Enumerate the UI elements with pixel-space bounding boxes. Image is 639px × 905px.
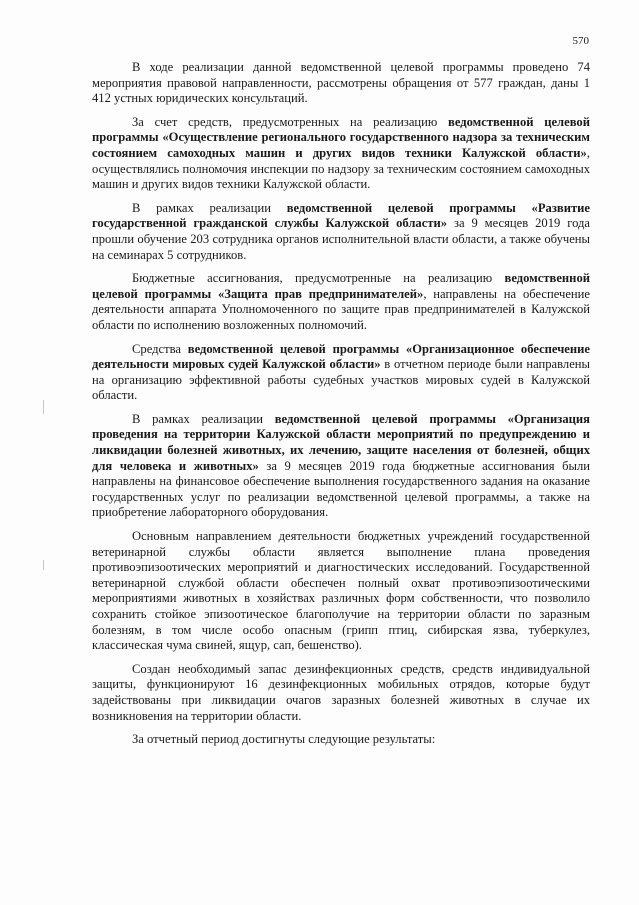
program-name-bold: ведомственной целевой программы «Развитие государственной гражданской службы Калужской области» bbox=[92, 200, 590, 231]
paragraph bbox=[92, 662, 590, 724]
paragraph-text: , направлены на обеспечение деятельности аппарата Уполномоченного по защите прав предпринимателей в Калужской области по исполнению возложенных полномочий. bbox=[92, 286, 590, 332]
paragraph bbox=[92, 412, 590, 521]
paragraph-text: За счет средств, предусмотренных на реализацию bbox=[132, 114, 449, 129]
paragraph bbox=[92, 271, 590, 333]
scan-margin-mark bbox=[43, 560, 44, 570]
document-body bbox=[92, 60, 590, 756]
paragraph-text: Основным направлением деятельности бюджетных учреждений государственной ветеринарной службы области является выполнение плана проведения противоэпизоотических мероприятий и диагностических исследований. Государственной ветеринарной службой области обеспечен полный охват противоэпизоотическими мероприятиями животных в хозяйствах различных форм собственности, что позволило сохранить стойкое эпизоотическое благополучие на территории области по заразным болезням, в том числе особо опасным (грипп птиц, сибирская язва, туберкулез, классическая чума свиней, ящур, сап, бешенство). bbox=[92, 529, 590, 653]
program-name-bold: ведомственной целевой программы «Организация проведения на территории Калужской области мероприятий по предупреждению и ликвидации болезней животных, их лечению, защите населения от болезней, общих для человека и животных» bbox=[92, 411, 590, 473]
paragraph-text: , осуществлялись полномочия инспекции по надзору за техническим состоянием самоходных машин и других видов техники Калужской области. bbox=[92, 145, 590, 192]
paragraph bbox=[92, 115, 590, 193]
paragraph bbox=[92, 201, 590, 263]
paragraph-text: В рамках реализации bbox=[132, 200, 287, 215]
paragraph bbox=[92, 732, 590, 748]
program-name-bold: ведомственной целевой программы «Осуществление регионального государственного надзора за техническим состоянием самоходных машин и других видов техники Калужской области» bbox=[92, 114, 590, 160]
paragraph-text: за 9 месяцев 2019 года бюджетные ассигнования были направлены на финансовое обеспечение выполнения государственного задания на оказание государственных услуг по реализации ведомственной целевой программы, а также на приобретение лабораторного оборудования. bbox=[92, 458, 590, 520]
page-number: 570 bbox=[572, 35, 589, 47]
paragraph-text: за 9 месяцев 2019 года прошли обучение 203 сотрудника органов исполнительной власти области, а также обучены на семинарах 5 сотрудников. bbox=[92, 216, 590, 262]
program-name-bold: ведомственной целевой программы «Организационное обеспечение деятельности мировых судей Калужской области» bbox=[92, 341, 591, 372]
program-name-bold: ведомственной целевой программы «Защита прав предпринимателей» bbox=[92, 271, 590, 301]
paragraph-text: Бюджетные ассигнования, предусмотренные на реализацию bbox=[132, 271, 505, 286]
paragraph-text: За отчетный период достигнуты следующие результаты: bbox=[132, 732, 436, 747]
paragraph-text: В ходе реализации данной ведомственной целевой программы проведено 74 мероприятия правовой направленности, рассмотрены обращения от 577 граждан, даны 1 412 устных юридических консультаций. bbox=[92, 60, 590, 106]
paragraph-text: Средства bbox=[132, 341, 188, 356]
paragraph bbox=[92, 342, 590, 404]
paragraph bbox=[92, 529, 590, 654]
paragraph bbox=[92, 60, 590, 107]
scan-margin-mark bbox=[43, 400, 44, 414]
paragraph-text: В рамках реализации bbox=[132, 411, 275, 426]
paragraph-text: Создан необходимый запас дезинфекционных средств, средств индивидуальной защиты, функционируют 16 дезинфекционных мобильных отрядов, которые будут задействованы при ликвидации очагов заразных болезней животных в случае их возникновения на территории области. bbox=[92, 661, 590, 723]
paragraph-text: в отчетном периоде были направлены на организацию эффективной работы судебных участков мировых судей в Калужской области. bbox=[92, 357, 590, 403]
